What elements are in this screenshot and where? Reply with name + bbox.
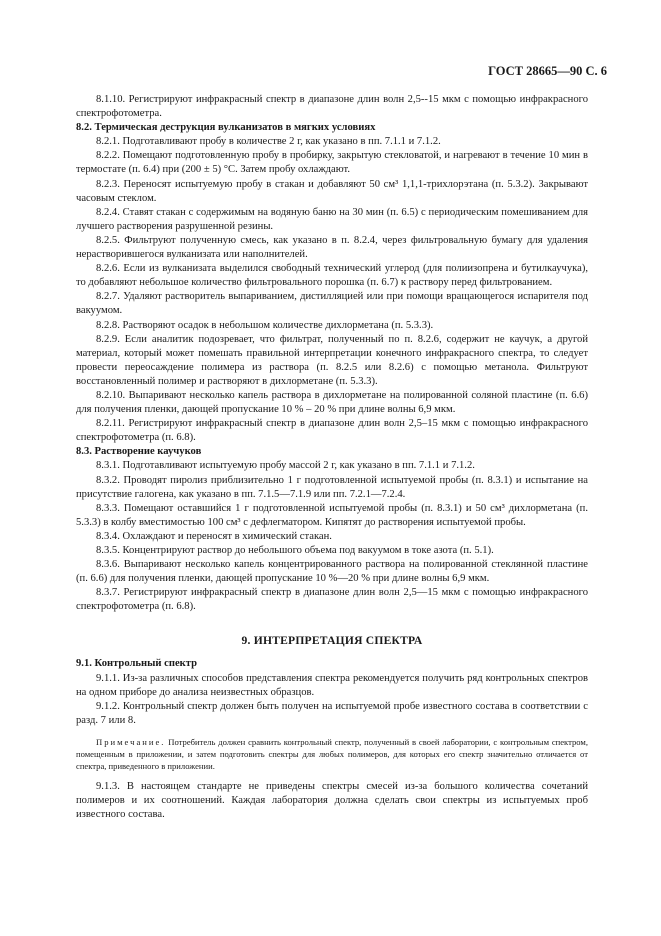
paragraph: 8.2.11. Регистрируют инфракрасный спектр в диапазоне длин волн 2,5–15 мкм с помощью инфракрасного спектрофотометра (п. 6.8). (76, 418, 588, 444)
paragraph: 8.2.4. Ставят стакан с содержимым на водяную баню на 30 мин (п. 6.5) с периодическим помешиванием для лучшего растворения разрушенной резины. (76, 206, 588, 232)
note (76, 736, 588, 772)
paragraph: 8.2.7. Удаляют растворитель выпариванием, дистилляцией или при помощи вращающегося испарителя под вакуумом. (76, 291, 588, 317)
paragraph: 8.3.6. Выпаривают несколько капель концентрированного раствора на полированной стеклянной пластине (п. 6.6) для получения пленки, дающей пропускание 10 %—20 % при длине волны 6,9 мкм. (76, 559, 588, 585)
section-9-title: 9. ИНТЕРПРЕТАЦИЯ СПЕКТРА (241, 634, 423, 648)
paragraph: 8.2.8. Растворяют осадок в небольшом количестве дихлорметана (п. 5.3.3). (96, 319, 434, 331)
paragraph: 8.3.7. Регистрируют инфракрасный спектр в диапазоне длин волн 2,5—15 мкм с помощью инфракрасного спектрофотометра (п. 6.8). (76, 587, 588, 613)
paragraph: 8.3.1. Подготавливают испытуемую пробу массой 2 г, как указано в пп. 7.1.1 и 7.1.2. (96, 460, 475, 472)
paragraph-9-1-3: 9.1.3. В настоящем стандарте не приведены спектры смесей из-за большого количества сочетаний полимеров и их соотношений. Каждая лаборатория должна сделать свои спектры из испытуемых проб известного состава. (76, 780, 588, 821)
paragraph: 8.2.6. Если из вулканизата выделился свободный технический углерод (для полиизопрена и бутилкаучука), то добавляют небольшое количество фильтровального порошка (п. 6.7) к раствору перед фильтрованием. (76, 263, 588, 289)
paragraph: 8.2.10. Выпаривают несколько капель раствора в дихлорметане на полированной соляной пластине (п. 6.6) для получения пленки, дающей пропускание 10 % – 20 % при длине волны 6,9 мкм. (76, 389, 588, 416)
paragraph: 8.2.5. Фильтруют полученную смесь, как указано в п. 8.2.4, через фильтровальную бумагу для удаления нерастворившегося вулканизата или наполнителей. (76, 234, 588, 261)
subsection-heading: 8.2. Термическая деструкция вулканизатов в мягких условиях (76, 122, 376, 134)
paragraph: 8.1.10. Регистрируют инфракрасный спектр в диапазоне длин волн 2,5--15 мкм с помощью инфракрасного спектрофотометра. (76, 94, 588, 120)
page-header: ГОСТ 28665—90 С. 6 (488, 64, 607, 78)
document-body (76, 93, 588, 822)
paragraph-9-1-1: 9.1.1. Из-за различных способов представления спектра рекомендуется получить ряд контрольных спектров на одном приборе до анализа неизвестных образцов. (76, 672, 588, 698)
paragraph: 8.2.1. Подготавливают пробу в количестве 2 г, как указано в пп. 7.1.1 и 7.1.2. (96, 136, 441, 148)
paragraph: 8.2.2. Помещают подготовленную пробу в пробирку, закрытую стекловатой, и нагревают в течение 10 мин в термостате (п. 6.4) при (200 ± 5) °С. Затем пробу охлаждают. (76, 150, 588, 176)
subsection-heading: 8.3. Растворение каучуков (76, 446, 202, 458)
paragraph: 8.3.3. Помещают оставшийся 1 г подготовленной испытуемой пробы (п. 8.3.1) и 50 см³ дихлорметана (п. 5.3.3) в колбу вместимостью 100 см³ с дефлегматором. Кипятят до растворения испытуемой пробы. (76, 502, 588, 528)
paragraph: 8.2.9. Если аналитик подозревает, что фильтрат, полученный по п. 8.2.6, содержит не каучук, а другой материал, который может помешать правильной интерпретации конечного инфракрасного спектра, то следует провести переосаждение полимера из раствора (п. 8.2.5 или 8.2.6) с помощью метанола. Фильтруют восстановленный полимер и растворяют в дихлорметане (п. 5.3.3). (76, 333, 588, 387)
section-9-1-heading: 9.1. Контрольный спектр (76, 658, 197, 670)
note-label: Примечание. (96, 736, 166, 747)
paragraph-9-1-2: 9.1.2. Контрольный спектр должен быть получен на испытуемой пробе известного состава в соответствии с разд. 7 или 8. (76, 700, 588, 726)
note-text: Потребитель должен сравнить контрольный спектр, полученный в своей лаборатории, с контрольным спектром, помещенным в приложении, и затем подготовить спектры для любых полимеров, для которых его спектр значительно отличается от спектра, приведенного в приложении. (76, 736, 588, 771)
section-8-paragraphs (76, 93, 588, 614)
paragraph: 8.3.5. Концентрируют раствор до небольшого объема под вакуумом в токе азота (п. 5.1). (96, 545, 494, 556)
paragraph: 8.3.2. Проводят пиролиз приблизительно 1 г подготовленной испытуемой пробы (п. 8.3.1) и испытание на присутствие галогена, как указано в пп. 7.1.5—7.1.9 или пп. 7.2.1—7.2.4. (76, 474, 588, 500)
paragraph: 8.3.4. Охлаждают и переносят в химический стакан. (96, 530, 332, 542)
paragraph: 8.2.3. Переносят испытуемую пробу в стакан и добавляют 50 см³ 1,1,1-трихлорэтана (п. 5.3.2). Закрывают часовым стеклом. (76, 178, 588, 204)
